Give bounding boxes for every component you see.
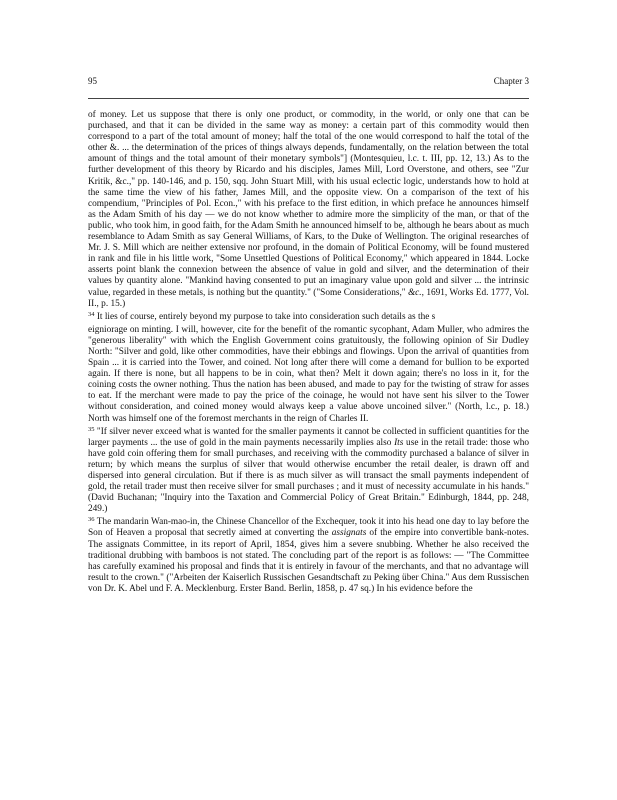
footnote-body [88,110,529,597]
footnote-number: 35 [88,425,95,433]
text-run-italic: assignats [331,528,367,539]
chapter-title: Chapter 3 [493,76,529,86]
footnote-34 [88,312,529,323]
text-run: of the empire into convertible bank-notes. The assignats Committee, in its report of April, 1854, gives him a severe snubbing. Whether he also received the traditional drubbing with bamboos is not stated. The concluding part of the report is as follows: — "The Committee has carefully examined his proposal and finds that it is entirely in favour of the merchants, and that no advantage will result to the crown." ("Arbeiten der Kaiserlich Russischen Gesandtschaft zu Peking über China." Aus dem Russischen von Dr. K. Abel und F. A. Mecklenburg. Erster Band. Berlin, 1858, p. 47 sq.) In his evidence before the [88,528,529,594]
text-run: , 1691, Works Ed. 1777, Vol. II., p. 15.) [88,287,529,309]
text-run-italic: Its [394,437,404,448]
text-run: "If silver never exceed what is wanted for the smaller payments it cannot be collected in sufficient quantities for the larger payments ... the use of gold in the main payments necessarily implies also [88,426,529,448]
header-rule [88,98,529,99]
text-run: eigniorage on minting. I will, however, cite for the benefit of the romantic sycophant, Adam Muller, who admires the "generous liberality" with which the English Government coins gratuitously, the following opinion of Sir Dudley North: "Silver and gold, like other commodities, have their ebbings and flowings. Upon the arrival of quantities from Spain ... it is carried into the Tower, and coined. Not long after there will come a demand for bullion to be exported again. If there is none, but all happens to be in coin, what then? Melt it down again; there's no loss in it, for the coining costs the owner nothing. Thus the nation has been abused, and made to pay for the twisting of straw for asses to eat. If the merchant were made to pay the price of the coinage, he would not have sent his silver to the Tower without consideration, and coined money would always keep a value above uncoined silver." (North, l.c., p. 18.) North was himself one of the foremost merchants in the reign of Charles II. [88,324,529,424]
running-header [88,76,529,87]
text-run: use in the retail trade: those who have gold coin offering them for small purchases, and receiving with the commodity purchased a balance of silver in return; by which means the surplus of silver that would otherwise encumber the retail dealer, is drawn off and dispersed into general circulation. But if there is as much silver as will transact the small payments independent of gold, the retail trader must then receive silver for small purchases ; and it must of necessity accumulate in his hands." (David Buchanan; "Inquiry into the Taxation and Commercial Policy of Great Britain." Edinburgh, 1844, pp. 248, 249.) [88,437,529,515]
footnote-continuation [88,110,529,310]
text-run-italic: &c. [407,287,422,298]
text-run: of money. Let us suppose that there is only one product, or commodity, in the world, or only one that can be purchased, and that it can be divided in the same way as money: a certain part of this commodity would then correspond to a part of the total amount of money; half the total of the one would correspond to half the total of the other &. ... the determination of the prices of things always depends, fundamentally, on the relation between the total amount of things and the total amount of their monetary symbols"] (Montesquieu, l.c. t. III, pp. 12, 13.) As to the further development of this theory by Ricardo and his disciples, James Mill, Lord Overstone, and others, see "Zur Kritik, &c.," pp. 140-146, and p. 150, sqq. John Stuart Mill, with his usual eclectic logic, understands how to hold at the same time the view of his father, James Mill, and the opposite view. On a comparison of the text of his compendium, "Principles of Pol. Econ.," with his preface to the first edition, in which preface he announces himself as the Adam Smith of his day — we do not know whether to admire more the simplicity of the man, or that of the public, who took him, in good faith, for the Adam Smith he announced himself to be, although he bears about as much resemblance to Adam Smith as say General Williams, of Kars, to the Duke of Wellington. The original researches of Mr. J. S. Mill which are neither extensive nor profound, in the domain of Political Economy, will be found mustered in rank and file in his little work, "Some Unsettled Questions of Political Economy," which appeared in 1844. Locke asserts point blank the connexion between the absence of value in gold and silver, and the determination of their values by quantity alone. "Mankind having consented to put an imaginary value upon gold and silver ... the intrinsic value, regarded in these metals, is nothing but the quantity." ("Some Considerations," [88,110,529,298]
page-number: 95 [88,76,97,86]
text-run: It lies of course, entirely beyond my purpose to take into consideration such details as the s [94,311,436,322]
footnote-34-continued [88,325,529,425]
footnote-number: 34 [88,310,95,318]
footnote-35 [88,427,529,516]
footnote-number: 36 [88,516,95,524]
text-run: The mandarin Wan-mao-in, the Chinese Chancellor of the Exchequer, took it into his head one day to lay before the Son of Heaven a proposal that secretly aimed at converting the [88,517,529,539]
footnote-36 [88,517,529,595]
